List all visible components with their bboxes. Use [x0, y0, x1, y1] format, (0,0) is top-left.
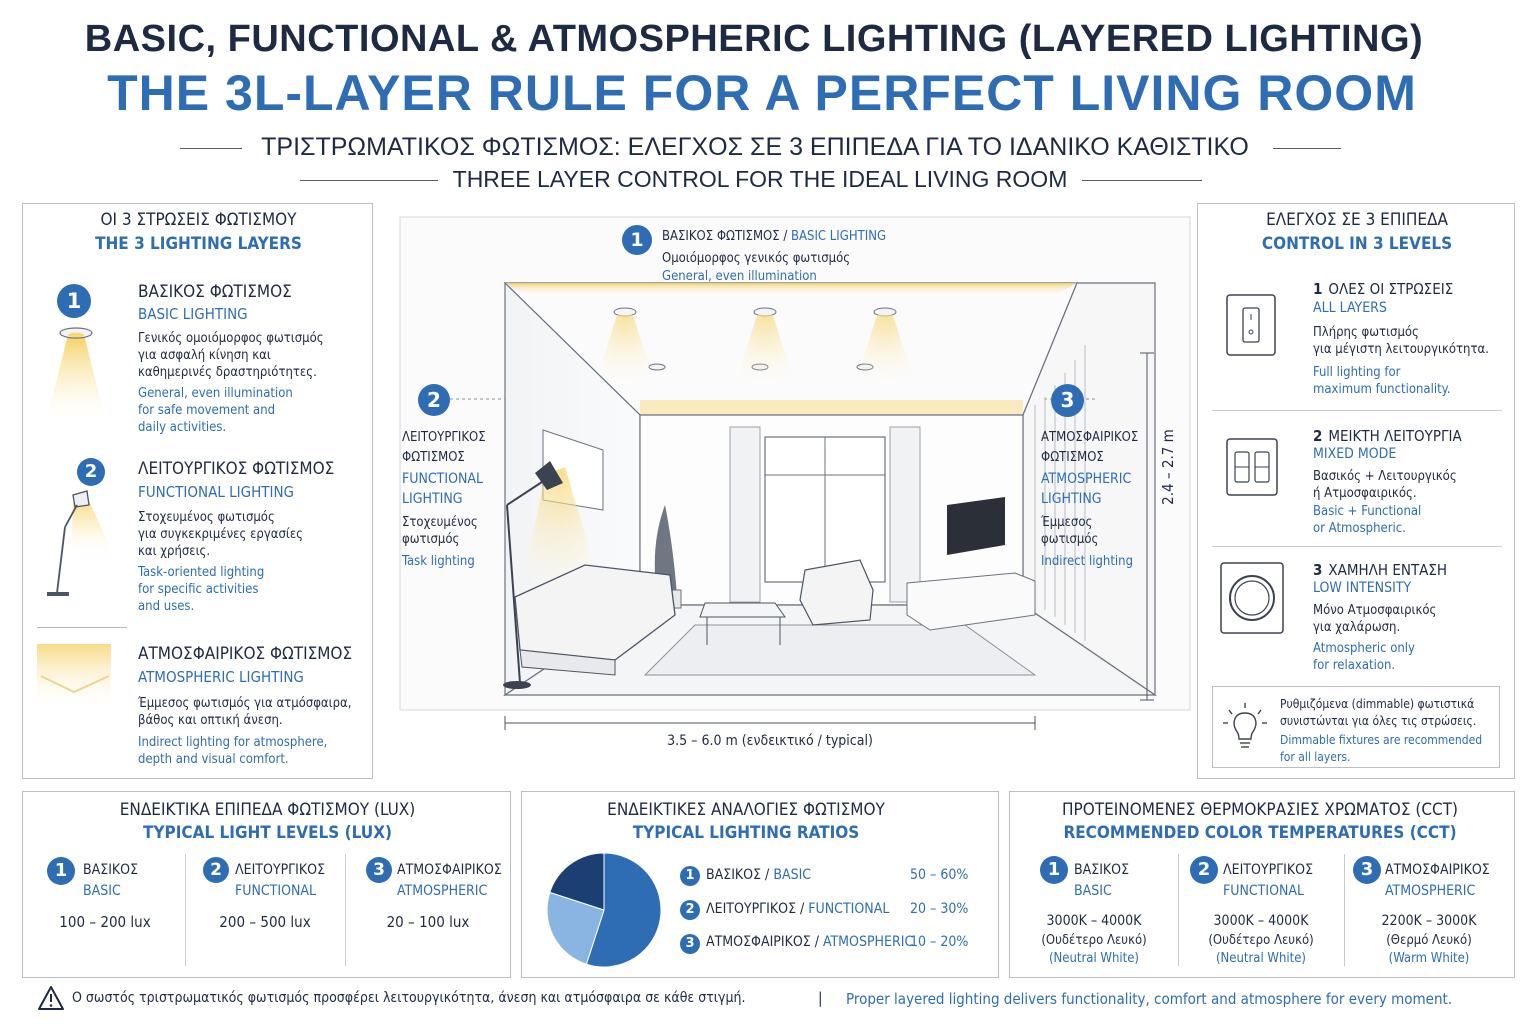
- lux-item-2-badge: 2: [203, 857, 229, 883]
- level-3-desc-en: Atmospheric only for relaxation.: [1313, 641, 1415, 673]
- cct-item-2-name-en: FUNCTIONAL: [1223, 883, 1305, 899]
- level-1-desc-en: Full lighting for maximum functionality.: [1313, 365, 1451, 397]
- ratio-item-1-label: [706, 867, 811, 883]
- tip-text-gr: Ρυθμιζόμενα (dimmable) φωτιστικά συνιστώνται για όλες τις στρώσεις.: [1280, 697, 1477, 728]
- level-2-heading: [1313, 427, 1462, 445]
- layer-1-name-en: BASIC LIGHTING: [138, 305, 248, 323]
- layer-2-name-en: FUNCTIONAL LIGHTING: [138, 483, 294, 501]
- room-callout-1-desc-en: General, even illumination: [662, 269, 817, 284]
- layers-panel-title-gr: ΟΙ 3 ΣΤΡΩΣΕΙΣ ΦΩΤΙΣΜΟΥ: [100, 210, 297, 230]
- level-1-heading: [1313, 280, 1453, 298]
- layer-1-badge: 1: [57, 284, 91, 318]
- ratio-item-1-badge: 1: [680, 866, 700, 886]
- ratio-item-3-name-en: ATMOSPHERIC: [822, 934, 914, 950]
- layer-1-desc-en: General, even illumination for safe movement and daily activities.: [138, 386, 293, 435]
- room-callout-2-desc-gr: Στοχευμένος φωτισμός: [402, 515, 478, 547]
- footer-text-gr: Ο σωστός τριστρωματικός φωτισμός προσφέρει λειτουργικότητα, άνεση και ατμόσφαιρα σε κάθε στιγμή.: [72, 990, 746, 1006]
- ratio-item-2-badge: 2: [680, 900, 700, 920]
- layer-3-name-en: ATMOSPHERIC LIGHTING: [138, 668, 304, 686]
- ratio-item-2-name-en: FUNCTIONAL: [808, 901, 890, 917]
- cct-item-3-name-gr: ΑΤΜΟΣΦΑΙΡΙΚΟΣ: [1385, 862, 1490, 878]
- cct-item-2-value: 3000K – 4000K: [1213, 913, 1309, 929]
- lux-item-2-value: 200 – 500 lux: [219, 913, 311, 931]
- level-2-name-en: MIXED MODE: [1313, 446, 1397, 462]
- room-callout-2-desc-en: Task lighting: [402, 554, 475, 569]
- room-callout-2-badge: 2: [418, 384, 450, 416]
- cove-light-icon: [37, 644, 111, 708]
- layers-divider: [37, 627, 127, 628]
- level-2-desc-gr: Βασικός + Λειτουργικός ή Ατμοσφαιρικός.: [1313, 469, 1457, 501]
- title-line-1: BASIC, FUNCTIONAL & ATMOSPHERIC LIGHTING (LAYERED LIGHTING): [84, 18, 1424, 60]
- layer-2-desc-gr: Στοχευμένος φωτισμός για συγκεκριμένες εργασίες και χρήσεις.: [138, 510, 304, 559]
- level-3-desc-gr: Μόνο Ατμοσφαιρικός για χαλάρωση.: [1313, 603, 1437, 635]
- lux-panel-title-gr: ΕΝΔΕΙΚΤΙΚΑ ΕΠΙΠΕΔΑ ΦΩΤΙΣΜΟΥ (LUX): [119, 800, 416, 820]
- lighting-ratios-panel: [521, 791, 999, 978]
- layer-3-desc-en: Indirect lighting for atmosphere, depth and visual comfort.: [138, 735, 328, 767]
- room-callout-1-badge: 1: [622, 225, 652, 255]
- lux-item-3-name-gr: ΑΤΜΟΣΦΑΙΡΙΚΟΣ: [397, 862, 502, 878]
- level-3-number: 3: [1313, 561, 1323, 579]
- level-1-number: 1: [1313, 280, 1323, 298]
- control-levels-panel: [1197, 203, 1515, 779]
- room-callout-3-badge: 3: [1051, 384, 1084, 417]
- layers-panel-title-en: THE 3 LIGHTING LAYERS: [95, 234, 302, 254]
- level-1-name-en: ALL LAYERS: [1313, 300, 1387, 316]
- room-callout-3-desc-en: Indirect lighting: [1041, 554, 1133, 569]
- ceiling-downlight-icon: [45, 322, 107, 422]
- footer-text-en: Proper layered lighting delivers functionality, comfort and atmosphere for every moment.: [846, 990, 1453, 1008]
- ratio-item-1-value: 50 – 60%: [910, 867, 969, 883]
- cct-item-3-value: 2200K – 3000K: [1381, 913, 1477, 929]
- ratios-panel-title-gr: ΕΝΔΕΙΚΤΙΚΕΣ ΑΝΑΛΟΓΙΕΣ ΦΩΤΙΣΜΟΥ: [607, 800, 885, 820]
- cct-item-2-tone-en: (Neutral White): [1215, 951, 1307, 966]
- double-switch-icon: [1226, 438, 1278, 496]
- cct-item-1-value: 3000K – 4000K: [1046, 913, 1142, 929]
- ratio-item-2-name-gr: ΛΕΙΤΟΥΡΓΙΚΟΣ: [706, 901, 797, 917]
- title-line-2: THE 3L-LAYER RULE FOR A PERFECT LIVING ROOM: [107, 65, 1417, 121]
- lux-item-1-value: 100 – 200 lux: [59, 913, 151, 931]
- room-callout-1-title-gr: ΒΑΣΙΚΟΣ ΦΩΤΙΣΜΟΣ: [662, 229, 780, 244]
- cct-item-3-badge: 3: [1353, 856, 1381, 884]
- warning-icon: [37, 985, 65, 1011]
- level-3-heading: [1313, 561, 1447, 579]
- lighting-layers-panel: [22, 203, 373, 779]
- control-panel-title-gr: ΕΛΕΓΧΟΣ ΣΕ 3 ΕΠΙΠΕΔΑ: [1266, 210, 1448, 230]
- ratios-panel-title-en: TYPICAL LIGHTING RATIOS: [632, 823, 860, 843]
- room-callout-1-title-en: BASIC LIGHTING: [791, 229, 887, 244]
- room-height-label: 2.4 – 2.7 m: [1159, 429, 1177, 505]
- cct-item-2-tone-gr: (Ουδέτερο Λευκό): [1208, 933, 1314, 948]
- lux-levels-panel: [22, 791, 511, 978]
- cct-divider-2: [1344, 854, 1345, 966]
- cct-item-2-badge: 2: [1190, 856, 1218, 884]
- lux-panel-title-en: TYPICAL LIGHT LEVELS (LUX): [143, 823, 392, 843]
- lightbulb-icon: [1219, 701, 1271, 757]
- level-2-number: 2: [1313, 427, 1323, 445]
- ratio-item-3-label: [706, 934, 913, 950]
- cct-divider-1: [1178, 854, 1179, 966]
- ratio-item-3-badge: 3: [680, 934, 700, 954]
- lux-item-2-name-gr: ΛΕΙΤΟΥΡΓΙΚΟΣ: [235, 862, 326, 878]
- cct-item-1-tone-gr: (Ουδέτερο Λευκό): [1041, 933, 1147, 948]
- ratio-item-1-name-en: BASIC: [773, 867, 812, 883]
- room-width-label: 3.5 – 6.0 m (ενδεικτικό / typical): [667, 733, 873, 749]
- level-divider-1: [1212, 410, 1502, 411]
- room-callout-1-title: [662, 229, 886, 244]
- cct-item-3-tone-en: (Warm White): [1388, 951, 1470, 966]
- single-switch-icon: [1226, 294, 1276, 356]
- cct-item-1-name-gr: ΒΑΣΙΚΟΣ: [1074, 862, 1130, 878]
- subtitle-greek: ΤΡΙΣΤΡΩΜΑΤΙΚΟΣ ΦΩΤΙΣΜΟΣ: ΕΛΕΓΧΟΣ ΣΕ 3 ΕΠΙΠΕΔΑ ΓΙΑ ΤΟ ΙΔΑΝΙΚΟ ΚΑΘΙΣΤΙΚΟ: [261, 133, 1249, 161]
- ratio-item-3-name-gr: ΑΤΜΟΣΦΑΙΡΙΚΟΣ: [706, 934, 811, 950]
- ratio-item-1-name-gr: ΒΑΣΙΚΟΣ: [706, 867, 762, 883]
- layer-2-badge: 2: [77, 458, 105, 486]
- lux-item-3-badge: 3: [366, 857, 392, 883]
- ratio-item-1-sep: /: [761, 867, 774, 883]
- subtitle2-rule-right: [1082, 180, 1202, 181]
- ratio-item-3-value: 10 – 20%: [910, 934, 969, 950]
- lux-item-3-name-en: ATMOSPHERIC: [397, 883, 488, 899]
- room-callout-3-title-gr: ΑΤΜΟΣΦΑΙΡΙΚΟΣ ΦΩΤΙΣΜΟΣ: [1041, 430, 1139, 465]
- level-2-name-gr: ΜΕΙΚΤΗ ΛΕΙΤΟΥΡΓΙΑ: [1328, 427, 1462, 445]
- floor-lamp-icon: [43, 489, 115, 601]
- cct-item-1-tone-en: (Neutral White): [1048, 951, 1140, 966]
- cct-panel-title-gr: ΠΡΟΤΕΙΝΟΜΕΝΕΣ ΘΕΡΜΟΚΡΑΣΙΕΣ ΧΡΩΜΑΤΟΣ (CCT): [1061, 800, 1458, 820]
- room-callout-1-sep: /: [779, 229, 792, 244]
- subtitle-rule-right: [1273, 148, 1341, 149]
- cct-item-3-name-en: ATMOSPHERIC: [1385, 883, 1476, 899]
- lux-item-2-name-en: FUNCTIONAL: [235, 883, 317, 899]
- level-3-name-gr: ΧΑΜΗΛΗ ΕΝΤΑΣΗ: [1328, 561, 1448, 579]
- cct-item-3-tone-gr: (Θερμό Λευκό): [1386, 933, 1472, 948]
- lux-item-1-badge: 1: [47, 857, 75, 885]
- layer-1-name-gr: ΒΑΣΙΚΟΣ ΦΩΤΙΣΜΟΣ: [138, 282, 292, 302]
- cct-item-1-badge: 1: [1040, 856, 1068, 884]
- cct-panel-title-en: RECOMMENDED COLOR TEMPERATURES (CCT): [1063, 823, 1457, 843]
- dimmable-tip-box: [1212, 686, 1500, 768]
- ratio-item-2-sep: /: [796, 901, 809, 917]
- level-divider-2: [1212, 546, 1502, 547]
- lux-divider-2: [345, 854, 346, 966]
- lux-item-3-value: 20 – 100 lux: [386, 913, 470, 931]
- tip-text-en: Dimmable fixtures are recommended for all layers.: [1280, 733, 1483, 764]
- control-panel-title-en: CONTROL IN 3 LEVELS: [1261, 234, 1453, 254]
- layer-2-name-gr: ΛΕΙΤΟΥΡΓΙΚΟΣ ΦΩΤΙΣΜΟΣ: [138, 459, 335, 479]
- ratios-pie-chart: [544, 850, 664, 970]
- lux-item-1-name-en: BASIC: [83, 883, 121, 899]
- cct-item-1-name-en: BASIC: [1074, 883, 1112, 899]
- room-callout-3-title-en: ATMOSPHERIC LIGHTING: [1041, 471, 1132, 507]
- subtitle-english: THREE LAYER CONTROL FOR THE IDEAL LIVING ROOM: [452, 166, 1068, 192]
- room-callout-1-desc-gr: Ομοιόμορφος γενικός φωτισμός: [662, 251, 851, 266]
- level-2-desc-en: Basic + Functional or Atmospheric.: [1313, 504, 1422, 536]
- dimmer-knob-icon: [1220, 562, 1284, 634]
- level-1-desc-gr: Πλήρης φωτισμός για μέγιστη λειτουργικότητα.: [1313, 325, 1489, 357]
- room-callout-2-title-en: FUNCTIONAL LIGHTING: [402, 471, 484, 507]
- lux-divider-1: [185, 854, 186, 966]
- layer-2-desc-en: Task-oriented lighting for specific activities and uses.: [138, 565, 265, 614]
- lux-item-1-name-gr: ΒΑΣΙΚΟΣ: [83, 862, 139, 878]
- ratio-item-2-label: [706, 901, 889, 917]
- layer-3-desc-gr: Έμμεσος φωτισμός για ατμόσφαιρα, βάθος και οπτική άνεση.: [138, 696, 352, 728]
- room-callout-3-desc-gr: Έμμεσος φωτισμός: [1041, 515, 1099, 547]
- footer-divider: |: [818, 989, 823, 1007]
- level-1-name-gr: ΟΛΕΣ ΟΙ ΣΤΡΩΣΕΙΣ: [1328, 280, 1454, 298]
- ratio-item-2-value: 20 – 30%: [910, 901, 969, 917]
- ratio-item-3-sep: /: [810, 934, 823, 950]
- color-temperature-panel: [1009, 791, 1515, 978]
- level-3-name-en: LOW INTENSITY: [1313, 580, 1412, 596]
- cct-item-2-name-gr: ΛΕΙΤΟΥΡΓΙΚΟΣ: [1223, 862, 1314, 878]
- layer-3-name-gr: ΑΤΜΟΣΦΑΙΡΙΚΟΣ ΦΩΤΙΣΜΟΣ: [138, 644, 353, 664]
- room-callout-2-title-gr: ΛΕΙΤΟΥΡΓΙΚΟΣ ΦΩΤΙΣΜΟΣ: [402, 430, 486, 465]
- layer-1-desc-gr: Γενικός ομοιόμορφος φωτισμός για ασφαλή κίνηση και καθημερινές δραστηριότητες.: [138, 331, 324, 380]
